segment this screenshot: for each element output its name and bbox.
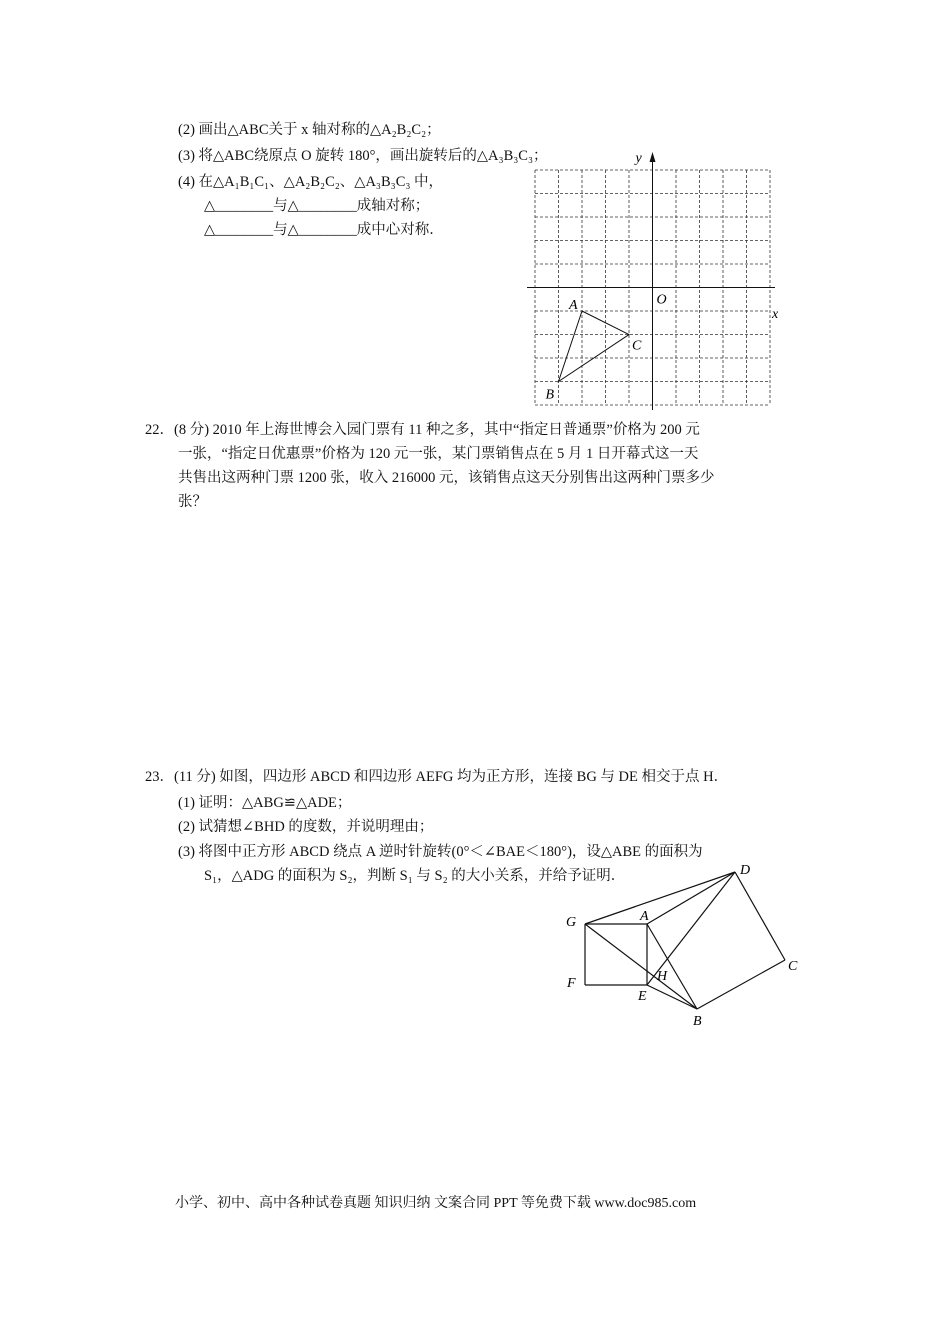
triangle-abc — [559, 311, 630, 382]
origin-label: O — [656, 292, 667, 308]
point-d-label: D — [740, 863, 751, 878]
q21-central-blank: △________与△________成中心对称． — [204, 222, 444, 238]
segment-bc — [697, 960, 785, 1009]
q23-line1: 23．(11 分) 如图，四边形 ABCD 和四边形 AEFG 均为正方形，连接 BG 与 DE 相交于点 H． — [145, 769, 729, 785]
q23-part3: (3) 将图中正方形 ABCD 绕点 A 逆时针旋转(0°＜∠BAE＜180°)，设△ABE 的面积为 — [178, 844, 703, 860]
point-a-label: A — [569, 298, 578, 313]
point-g-label: G — [566, 915, 577, 930]
y-axis-arrow-icon — [650, 152, 656, 162]
point-c-label: C — [788, 959, 798, 974]
q22-line1: 22．(8 分) 2010 年上海世博会入园门票有 11 种之多，其中“指定日普通票”价格为 200 元 — [145, 422, 700, 438]
q23-part3b: S₁，△ADG 的面积为 S₂，判断 S₁ 与 S₂ 的大小关系，并给予证明． — [204, 868, 626, 884]
q22-line4: 张？ — [178, 494, 207, 510]
q22-line2: 一张，“指定日优惠票”价格为 120 元一张，某门票销售点在 5 月 1 日开幕式这一天 — [178, 446, 699, 462]
q21-axial-blank: △________与△________成轴对称； — [204, 198, 430, 214]
point-b-label: B — [545, 387, 555, 403]
q21-part4: (4) 在△A₁B₁C₁、△A₂B₂C₂、△A₃B₃C₃ 中， — [178, 174, 444, 190]
y-axis-label: y — [635, 151, 642, 166]
segment-ab — [647, 924, 697, 1009]
point-f-label: F — [567, 976, 576, 991]
point-e-label: E — [638, 989, 647, 1004]
point-c-label: C — [632, 338, 642, 354]
footer: 小学、初中、高中各种试卷真题 知识归纳 文案合同 PPT 等免费下载 www.doc985.com — [175, 1196, 697, 1211]
q22-line3: 共售出这两种门票 1200 张，收入 216000 元，该销售点这天分别售出这两种门票多少 — [178, 470, 715, 486]
segment-cd — [735, 872, 785, 960]
point-b-label: B — [693, 1014, 702, 1029]
q23-part2: (2) 试猜想∠BHD 的度数，并说明理由； — [178, 819, 434, 835]
q21-part2: (2) 画出△ABC关于 x 轴对称的△A₂B₂C₂； — [178, 122, 441, 138]
q23-part1: (1) 证明：△ABG≌△ADE； — [178, 795, 352, 811]
q21-part3: (3) 将△ABC绕原点 O 旋转 180°，画出旋转后的△A₃B₃C₃； — [178, 148, 548, 164]
point-a-label: A — [640, 909, 649, 924]
x-axis-label: x — [772, 307, 779, 322]
point-h-label: H — [657, 969, 668, 984]
